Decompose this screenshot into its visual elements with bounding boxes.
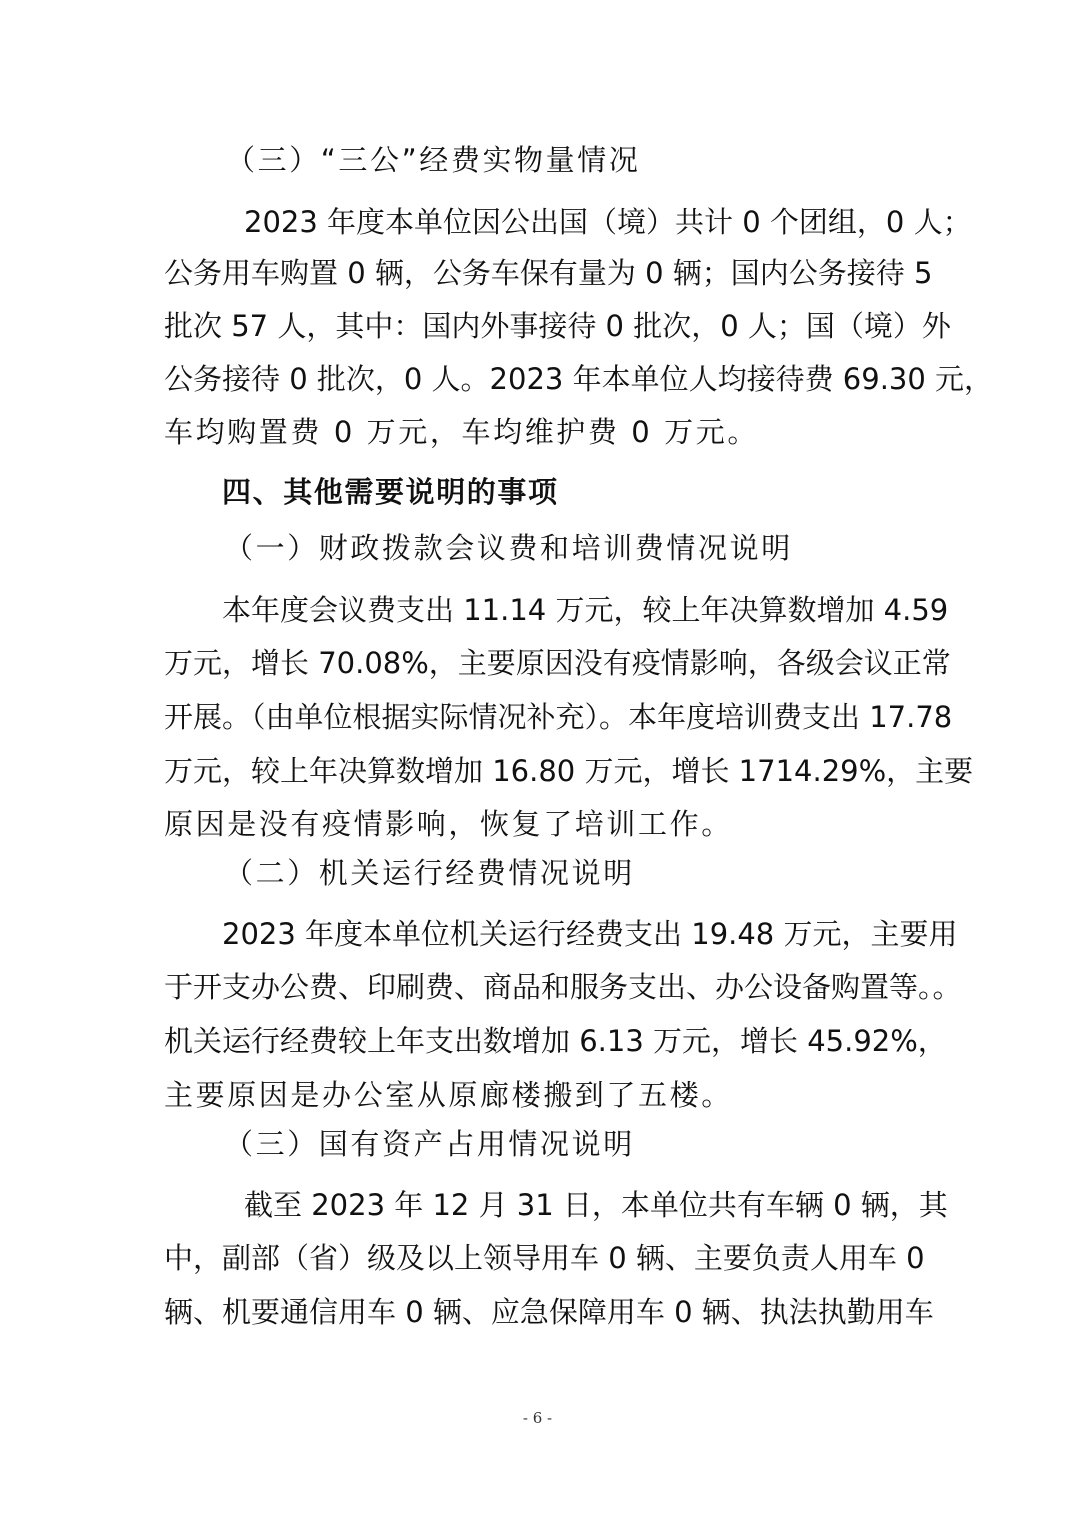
section-3-title: （三）“三公”经费实物量情况	[226, 143, 641, 177]
paragraph-line: 2023 年度本单位因公出国（境）共计 0 个团组，0 人；	[244, 205, 972, 239]
paragraph-line: 截至 2023 年 12 月 31 日，本单位共有车辆 0 辆，其	[244, 1188, 948, 1222]
paragraph-line: 主要原因是办公室从原廊楼搬到了五楼。	[164, 1078, 733, 1112]
paragraph-line: 公务接待 0 批次，0 人。2023 年本单位人均接待费 69.30 元，	[164, 362, 994, 396]
paragraph-line: 于开支办公费、印刷费、商品和服务支出、办公设备购置等。。	[164, 970, 962, 1004]
subsection-2-title: （二）机关运行经费情况说明	[224, 856, 635, 890]
page-number: - 6 -	[522, 1409, 553, 1427]
paragraph-line: 公务用车购置 0 辆，公务车保有量为 0 辆；国内公务接待 5	[164, 256, 933, 290]
paragraph-line: 开展。（由单位根据实际情况补充）。本年度培训费支出 17.78	[164, 700, 953, 734]
paragraph-line: 车均购置费 0 万元，车均维护费 0 万元。	[164, 415, 759, 449]
part-4-title: 四、其他需要说明的事项	[222, 475, 559, 509]
paragraph-line: 万元，增长 70.08%，主要原因没有疫情影响，各级会议正常	[164, 646, 951, 680]
paragraph-line: 2023 年度本单位机关运行经费支出 19.48 万元，主要用	[222, 917, 958, 951]
paragraph-line: 辆、机要通信用车 0 辆、应急保障用车 0 辆、执法执勤用车	[164, 1295, 934, 1329]
paragraph-line: 本年度会议费支出 11.14 万元，较上年决算数增加 4.59	[222, 593, 949, 627]
paragraph-line: 中，副部（省）级及以上领导用车 0 辆、主要负责人用车 0	[164, 1241, 925, 1275]
paragraph-line: 万元，较上年决算数增加 16.80 万元，增长 1714.29%，主要	[164, 754, 974, 788]
paragraph-line: 批次 57 人，其中：国内外事接待 0 批次，0 人；国（境）外	[164, 309, 951, 343]
subsection-3-title: （三）国有资产占用情况说明	[224, 1127, 635, 1161]
paragraph-line: 机关运行经费较上年支出数增加 6.13 万元，增长 45.92%，	[164, 1024, 947, 1058]
subsection-1-title: （一）财政拨款会议费和培训费情况说明	[224, 531, 793, 565]
paragraph-line: 原因是没有疫情影响，恢复了培训工作。	[164, 807, 733, 841]
